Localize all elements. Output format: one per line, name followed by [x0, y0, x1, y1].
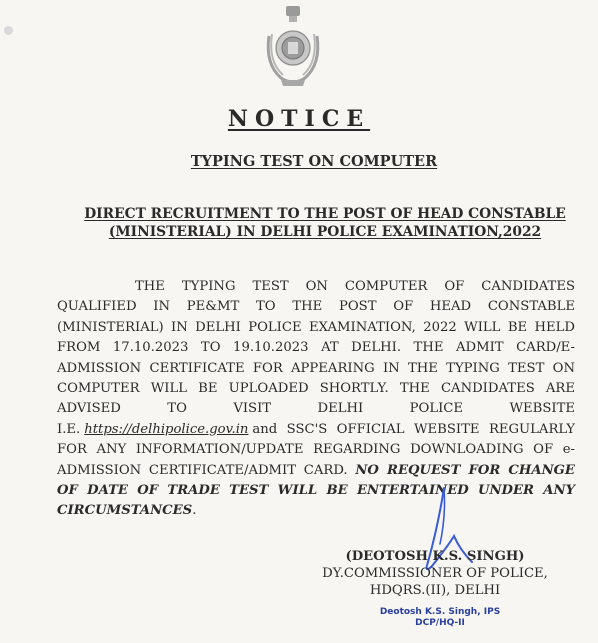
notice-title: NOTICE: [227, 106, 371, 132]
notice-body: [57, 277, 575, 522]
delhi-police-emblem-icon: [259, 4, 327, 88]
body-end: .: [192, 503, 197, 519]
signatory-designation: DY.COMMISSIONER OF POLICE,: [322, 566, 548, 581]
body-text-intro: THE TYPING TEST ON COMPUTER OF CANDIDATES QUALIFIED IN PE&MT TO THE POST OF HEAD CONSTABLE (MINISTERIAL) IN DELHI POLICE EXAMINATION, 2022 WILL BE HELD FROM 17.10.2023 TO 19.10.2023 AT DELHI. THE ADMIT CARD/E-ADMISSION CERTIFICATE FOR APPEARING IN THE TYPING TEST ON COMPUTER WILL BE UPLOADED SHORTLY. THE CANDIDATES ARE ADVISED TO VISIT DELHI POLICE WEBSITE I.E.: [57, 279, 575, 437]
notice-heading: [60, 205, 590, 241]
punch-hole: [4, 26, 13, 35]
official-stamp: [355, 607, 525, 629]
stamp-line-1: Deotosh K.S. Singh, IPS: [379, 607, 501, 617]
body-emphasis: NO REQUEST FOR CHANGE OF DATE OF TRADE TEST WILL BE ENTERTAINED UNDER ANY CIRCUMSTANCES: [57, 462, 575, 519]
heading-line-2: (MINISTERIAL) IN DELHI POLICE EXAMINATION,2022: [108, 224, 542, 240]
signatory-office: HDQRS.(II), DELHI: [369, 583, 501, 598]
heading-line-1: DIRECT RECRUITMENT TO THE POST OF HEAD CONSTABLE: [84, 206, 566, 222]
notice-subtitle: TYPING TEST ON COMPUTER: [190, 153, 438, 170]
website-link[interactable]: https://delhipolice.gov.in: [84, 421, 249, 437]
body-text-continued: and SSC'S OFFICIAL WEBSITE REGULARLY FOR ANY INFORMATION/UPDATE REGARDING DOWNLOADING OF e-ADMISSION CERTIFICATE/ADMIT CARD.: [57, 421, 575, 478]
stamp-line-2: DCP/HQ-II: [415, 618, 465, 628]
signatory-name: (DEOTOSH K.S. SINGH): [345, 549, 525, 564]
signatory-block: [315, 548, 555, 599]
